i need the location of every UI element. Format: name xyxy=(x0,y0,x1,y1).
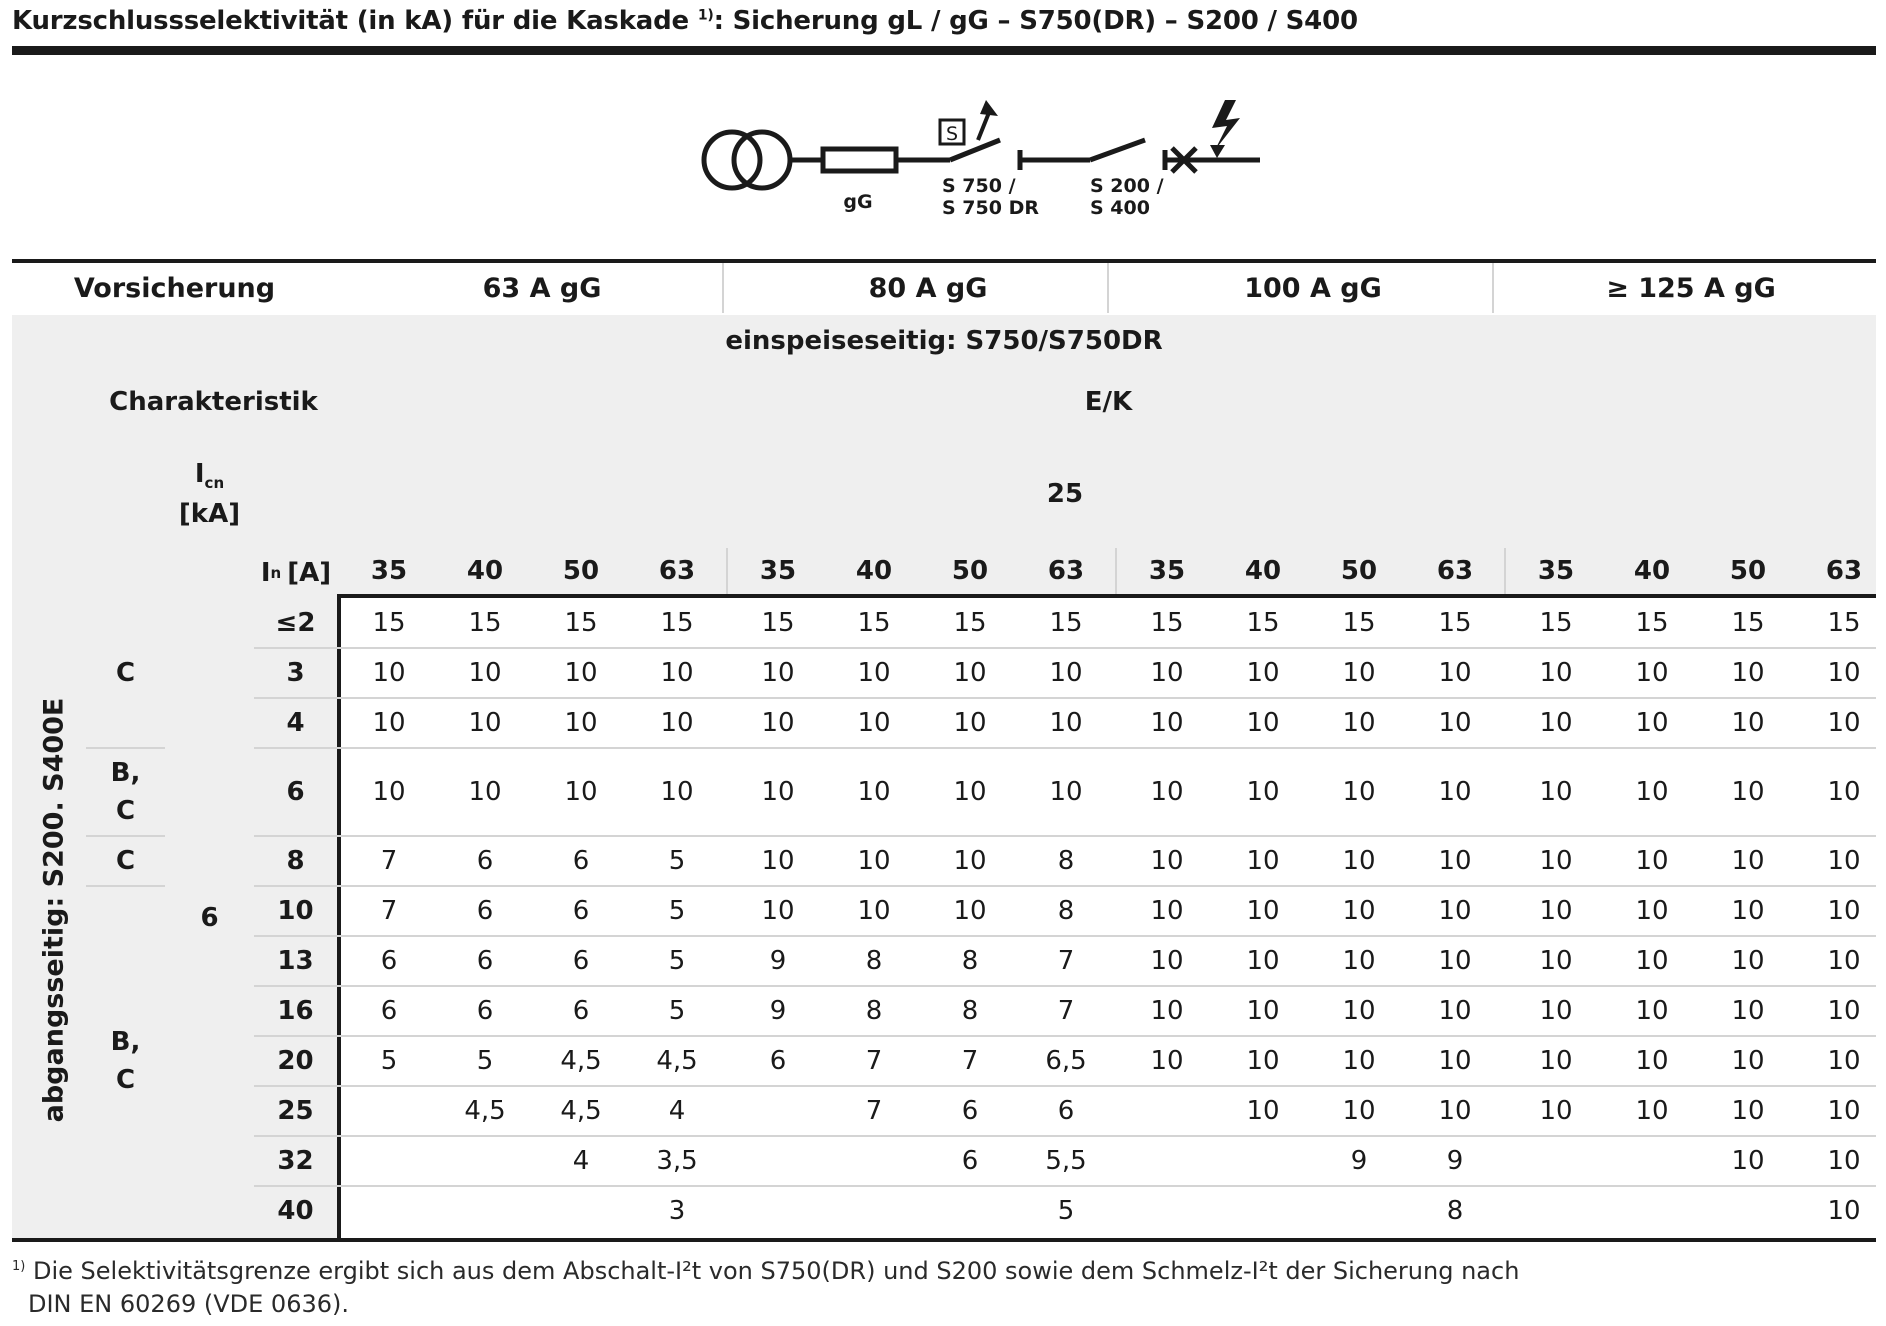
table-cell: 10 xyxy=(1150,708,1184,738)
table-cell xyxy=(730,1136,826,1186)
in-column-header: 50 xyxy=(562,556,600,586)
table-cell: 10 xyxy=(1342,946,1376,976)
table-cell: 10 xyxy=(1731,1096,1765,1126)
table-cell: 6 xyxy=(572,896,590,926)
in-column-header: 40 xyxy=(466,556,504,586)
table-cell xyxy=(437,1136,533,1186)
page-title xyxy=(12,6,1358,36)
table-cell: 10 xyxy=(1539,946,1573,976)
table-cell: 10 xyxy=(1246,1096,1280,1126)
characteristic-label: B, C xyxy=(110,1027,141,1095)
table-cell: 6 xyxy=(380,946,398,976)
table-cell: 10 xyxy=(1150,777,1184,807)
table-cell xyxy=(1215,1186,1311,1236)
title-suffix: : Sicherung gL / gG – S750(DR) – S200 / S400 xyxy=(713,6,1358,36)
footnote-mark: 1) xyxy=(12,1259,26,1274)
in-column-header: 35 xyxy=(759,556,797,586)
table-cell: 10 xyxy=(953,777,987,807)
table-cell: 10 xyxy=(1827,1096,1861,1126)
table-cell xyxy=(1508,1136,1604,1186)
table-cell: 15 xyxy=(1150,608,1184,638)
table-cell: 10 xyxy=(1539,1046,1573,1076)
table-cell: 10 xyxy=(1731,777,1765,807)
table-cell: 5 xyxy=(1057,1196,1075,1226)
table-cell: 10 xyxy=(1731,658,1765,688)
table-cell: 6 xyxy=(476,996,494,1026)
row-in-label: 20 xyxy=(277,1046,314,1076)
table-cell: 6 xyxy=(476,846,494,876)
table-cell: 10 xyxy=(1150,896,1184,926)
table-cell: 10 xyxy=(372,658,406,688)
table-cell: 10 xyxy=(1342,996,1376,1026)
charakteristik-label: Charakteristik xyxy=(109,387,318,417)
characteristic-divider xyxy=(86,885,165,887)
table-cell: 10 xyxy=(1246,946,1280,976)
in-column-header: 63 xyxy=(1825,556,1863,586)
title-text: Kurzschlussselektivität (in kA) für die Kaskade xyxy=(12,6,689,36)
characteristic-divider xyxy=(86,747,165,749)
table-cell: 5,5 xyxy=(1045,1146,1087,1176)
table-cell: 10 xyxy=(468,658,502,688)
table-cell: 10 xyxy=(1539,708,1573,738)
table-cell: 10 xyxy=(857,896,891,926)
table-cell: 15 xyxy=(660,608,694,638)
in-column-header: 50 xyxy=(951,556,989,586)
table-cell: 10 xyxy=(1731,896,1765,926)
lightning-icon xyxy=(1212,100,1240,150)
fuse-group-header: ≥ 125 A gG xyxy=(1606,272,1776,304)
table-cell: 6 xyxy=(572,846,590,876)
table-cell: 10 xyxy=(1246,996,1280,1026)
breaker1-label-line2: S 750 DR xyxy=(942,197,1039,219)
table-cell: 10 xyxy=(1635,896,1669,926)
table-cell xyxy=(730,1086,826,1136)
table-cell: 10 xyxy=(372,708,406,738)
table-cell: 10 xyxy=(1150,658,1184,688)
row-in-label: 16 xyxy=(277,996,314,1026)
row-in-label: 4 xyxy=(286,708,305,738)
title-footnote-mark: 1) xyxy=(697,7,714,24)
table-cell: 10 xyxy=(857,708,891,738)
table-cell: 8 xyxy=(961,946,979,976)
table-cell: 6 xyxy=(476,946,494,976)
table-cell: 10 xyxy=(468,777,502,807)
in-symbol: I xyxy=(260,558,271,588)
table-cell: 6 xyxy=(476,896,494,926)
table-cell: 15 xyxy=(953,608,987,638)
breaker2-label-line2: S 400 xyxy=(1090,197,1150,219)
in-column-header: 35 xyxy=(370,556,408,586)
table-cell: 7 xyxy=(961,1046,979,1076)
table-cell: 15 xyxy=(1827,608,1861,638)
characteristic-label: B, C xyxy=(110,758,141,826)
table-cell: 10 xyxy=(1827,1046,1861,1076)
table-cell: 10 xyxy=(857,846,891,876)
table-cell: 10 xyxy=(1539,846,1573,876)
table-cell: 10 xyxy=(1049,708,1083,738)
table-cell: 5 xyxy=(668,946,686,976)
table-cell: 10 xyxy=(1342,1096,1376,1126)
table-cell: 10 xyxy=(1150,996,1184,1026)
table-cell: 10 xyxy=(1827,658,1861,688)
table-cell: 15 xyxy=(1438,608,1472,638)
row-divider xyxy=(254,1185,1876,1187)
in-column-header: 50 xyxy=(1340,556,1378,586)
table-cell: 10 xyxy=(1246,708,1280,738)
icn-subscript: cn xyxy=(204,474,225,493)
table-cell: 10 xyxy=(1438,777,1472,807)
table-cell: 9 xyxy=(769,996,787,1026)
table-cell: 10 xyxy=(1438,946,1472,976)
row-in-label: 25 xyxy=(277,1096,314,1126)
table-cell: 10 xyxy=(1246,846,1280,876)
table-cell: 10 xyxy=(761,708,795,738)
table-cell: 10 xyxy=(1827,1196,1861,1226)
table-cell: 10 xyxy=(1342,708,1376,738)
table-cell: 8 xyxy=(865,946,883,976)
table-cell: 10 xyxy=(660,708,694,738)
divider xyxy=(1492,263,1494,313)
table-cell: 10 xyxy=(1342,846,1376,876)
table-cell: 15 xyxy=(372,608,406,638)
table-cell: 6 xyxy=(961,1146,979,1176)
table-cell: 10 xyxy=(1539,777,1573,807)
table-cell: 6 xyxy=(572,946,590,976)
table-cell: 15 xyxy=(1539,608,1573,638)
table-cell: 7 xyxy=(1057,996,1075,1026)
charakteristik-value: E/K xyxy=(1084,387,1133,417)
table-cell: 5 xyxy=(668,996,686,1026)
icn-symbol: I xyxy=(194,459,205,490)
row-in-label: 8 xyxy=(286,846,305,876)
table-cell: 10 xyxy=(1635,1096,1669,1126)
table-cell: 10 xyxy=(660,777,694,807)
abgang-label: abgangsseitig: S200. S400E xyxy=(38,697,70,1123)
in-column-header: 40 xyxy=(1244,556,1282,586)
table-cell: 4 xyxy=(572,1146,590,1176)
table-cell xyxy=(1119,1136,1215,1186)
row-divider xyxy=(254,747,1876,749)
table-cell: 10 xyxy=(953,896,987,926)
table-cell: 10 xyxy=(1827,846,1861,876)
table-cell xyxy=(341,1136,437,1186)
table-cell: 5 xyxy=(668,896,686,926)
table-cell: 6 xyxy=(1057,1096,1075,1126)
table-cell: 10 xyxy=(372,777,406,807)
table-cell: 10 xyxy=(1342,896,1376,926)
table-cell: 15 xyxy=(1342,608,1376,638)
table-cell: 10 xyxy=(468,708,502,738)
in-column-header: 63 xyxy=(1047,556,1085,586)
table-cell: 10 xyxy=(1438,658,1472,688)
table-cell: 10 xyxy=(1635,658,1669,688)
table-cell xyxy=(1119,1086,1215,1136)
table-cell: 10 xyxy=(564,777,598,807)
einspeise-header: einspeiseseitig: S750/S750DR xyxy=(725,325,1163,356)
table-cell xyxy=(533,1186,629,1236)
table-cell: 15 xyxy=(1731,608,1765,638)
table-cell: 10 xyxy=(1438,846,1472,876)
footnote-line2: DIN EN 60269 (VDE 0636). xyxy=(28,1290,349,1318)
breaker1-label-line1: S 750 / xyxy=(942,175,1016,197)
table-cell: 4,5 xyxy=(560,1096,602,1126)
icn-value: 25 xyxy=(1046,479,1084,509)
table-cell: 10 xyxy=(1731,846,1765,876)
table-cell: 10 xyxy=(857,658,891,688)
table-cell: 10 xyxy=(761,846,795,876)
in-subscript: n xyxy=(270,564,282,582)
vorsicherung-label: Vorsicherung xyxy=(73,272,276,304)
table-cell: 10 xyxy=(1342,658,1376,688)
table-cell: 10 xyxy=(1731,1046,1765,1076)
table-cell xyxy=(1215,1136,1311,1186)
divider xyxy=(1107,263,1109,313)
row-divider xyxy=(254,1035,1876,1037)
breaker2-label-line1: S 200 / xyxy=(1090,175,1164,197)
table-cell: 10 xyxy=(1150,946,1184,976)
table-cell: 10 xyxy=(1438,1096,1472,1126)
table-cell xyxy=(826,1186,922,1236)
table-cell: 10 xyxy=(1342,777,1376,807)
table-cell: 10 xyxy=(1539,996,1573,1026)
table-cell: 10 xyxy=(1438,1046,1472,1076)
table-cell: 4,5 xyxy=(464,1096,506,1126)
table-cell: 9 xyxy=(769,946,787,976)
table-cell: 10 xyxy=(1827,708,1861,738)
table-cell: 10 xyxy=(1827,1146,1861,1176)
table-cell xyxy=(341,1086,437,1136)
divider xyxy=(1115,548,1117,594)
table-cell: 10 xyxy=(1438,896,1472,926)
table-cell: 7 xyxy=(865,1046,883,1076)
row-divider xyxy=(254,835,1876,837)
cascade-circuit-diagram xyxy=(680,100,1280,230)
table-cell: 15 xyxy=(468,608,502,638)
table-cell: 15 xyxy=(857,608,891,638)
table-cell xyxy=(1508,1186,1604,1236)
fuse-group-header: 80 A gG xyxy=(868,272,988,304)
table-cell: 15 xyxy=(761,608,795,638)
table-cell: 10 xyxy=(1246,658,1280,688)
table-cell: 10 xyxy=(1539,896,1573,926)
table-cell: 9 xyxy=(1350,1146,1368,1176)
table-cell: 10 xyxy=(1635,777,1669,807)
in-column-header: 40 xyxy=(855,556,893,586)
table-cell: 10 xyxy=(660,658,694,688)
table-cell: 5 xyxy=(476,1046,494,1076)
table-cell: 10 xyxy=(1342,1046,1376,1076)
in-column-header: 35 xyxy=(1537,556,1575,586)
table-cell: 10 xyxy=(1731,996,1765,1026)
table-cell: 10 xyxy=(1539,658,1573,688)
characteristic-label: C xyxy=(115,658,136,688)
divider xyxy=(1504,548,1506,594)
table-cell: 4,5 xyxy=(656,1046,698,1076)
row-in-label: 6 xyxy=(286,777,305,807)
row-in-label: 3 xyxy=(286,658,305,688)
table-cell: 10 xyxy=(953,708,987,738)
fuse-group-header: 100 A gG xyxy=(1244,272,1382,304)
table-cell: 3 xyxy=(668,1196,686,1226)
table-cell: 10 xyxy=(564,658,598,688)
table-cell: 15 xyxy=(1246,608,1280,638)
table-cell: 10 xyxy=(1438,996,1472,1026)
table-cell: 8 xyxy=(961,996,979,1026)
table-cell: 10 xyxy=(1539,1096,1573,1126)
table-cell: 8 xyxy=(865,996,883,1026)
row-in-label: 32 xyxy=(277,1146,314,1176)
table-cell: 10 xyxy=(1635,1046,1669,1076)
table-cell: 7 xyxy=(865,1096,883,1126)
in-column-header: 35 xyxy=(1148,556,1186,586)
table-cell: 10 xyxy=(1438,708,1472,738)
table-cell: 10 xyxy=(1635,708,1669,738)
characteristic-divider xyxy=(86,835,165,837)
trip-arrow-icon xyxy=(980,100,998,116)
table-cell: 7 xyxy=(380,846,398,876)
table-cell: 6 xyxy=(961,1096,979,1126)
table-cell: 10 xyxy=(953,658,987,688)
fuse-group-header: 63 A gG xyxy=(482,272,602,304)
table-cell xyxy=(922,1186,1018,1236)
fuse-icon xyxy=(823,149,896,171)
footnote-line1: Die Selektivitätsgrenze ergibt sich aus dem Abschalt-I²t von S750(DR) und S200 sowie dem Schmelz-I²t der Sicherung nach xyxy=(32,1257,1520,1285)
table-cell: 10 xyxy=(1049,658,1083,688)
table-cell: 6 xyxy=(572,996,590,1026)
in-column-header: 63 xyxy=(658,556,696,586)
title-rule xyxy=(12,46,1876,55)
table-cell: 10 xyxy=(1150,846,1184,876)
table-cell: 8 xyxy=(1057,896,1075,926)
outgoing-icn-value: 6 xyxy=(200,903,219,933)
footnote xyxy=(12,1250,1519,1321)
row-in-label: 13 xyxy=(277,946,314,976)
table-cell: 10 xyxy=(761,896,795,926)
table-cell xyxy=(341,1186,437,1236)
table-cell: 15 xyxy=(1049,608,1083,638)
table-cell xyxy=(730,1186,826,1236)
table-cell: 10 xyxy=(1635,946,1669,976)
table-cell: 10 xyxy=(1731,946,1765,976)
divider xyxy=(722,263,724,313)
icn-header xyxy=(165,448,254,540)
in-header xyxy=(254,548,338,598)
table-cell: 10 xyxy=(1246,777,1280,807)
row-in-label: ≤2 xyxy=(275,608,316,638)
row-divider xyxy=(254,647,1876,649)
table-cell: 7 xyxy=(1057,946,1075,976)
row-in-label: 10 xyxy=(277,896,314,926)
table-cell: 8 xyxy=(1446,1196,1464,1226)
table-cell: 10 xyxy=(761,658,795,688)
table-cell: 10 xyxy=(1150,1046,1184,1076)
table-cell: 5 xyxy=(380,1046,398,1076)
table-cell: 10 xyxy=(1731,1146,1765,1176)
table-cell: 6,5 xyxy=(1045,1046,1087,1076)
table-cell xyxy=(826,1136,922,1186)
in-column-header: 63 xyxy=(1436,556,1474,586)
table-cell: 10 xyxy=(761,777,795,807)
row-divider xyxy=(254,1085,1876,1087)
table-cell: 10 xyxy=(1827,996,1861,1026)
table-cell: 10 xyxy=(953,846,987,876)
table-cell: 5 xyxy=(668,846,686,876)
table-cell: 6 xyxy=(380,996,398,1026)
table-cell xyxy=(1604,1136,1700,1186)
table-cell: 7 xyxy=(380,896,398,926)
table-cell: 4,5 xyxy=(560,1046,602,1076)
table-cell: 10 xyxy=(1731,708,1765,738)
table-cell: 10 xyxy=(1246,896,1280,926)
table-cell xyxy=(1311,1186,1407,1236)
row-divider xyxy=(254,885,1876,887)
in-column-header: 40 xyxy=(1633,556,1671,586)
table-cell: 8 xyxy=(1057,846,1075,876)
table-cell xyxy=(1119,1186,1215,1236)
characteristic-label: C xyxy=(115,846,136,876)
table-cell: 10 xyxy=(1635,846,1669,876)
table-cell: 10 xyxy=(1635,996,1669,1026)
divider xyxy=(726,548,728,594)
table-cell xyxy=(1700,1186,1796,1236)
table-cell: 10 xyxy=(1246,1046,1280,1076)
row-in-label: 40 xyxy=(277,1196,314,1226)
vorsicherung-row xyxy=(12,263,1876,313)
icn-unit: [kA] xyxy=(178,498,241,529)
in-column-header: 50 xyxy=(1729,556,1767,586)
breaker-s200-icon xyxy=(1090,140,1145,160)
table-cell xyxy=(1604,1186,1700,1236)
table-cell: 10 xyxy=(1827,946,1861,976)
row-divider xyxy=(254,1135,1876,1137)
row-divider xyxy=(254,935,1876,937)
table-cell: 10 xyxy=(1049,777,1083,807)
row-divider xyxy=(254,697,1876,699)
table-cell: 9 xyxy=(1446,1146,1464,1176)
in-unit: [A] xyxy=(287,558,332,588)
table-cell: 10 xyxy=(564,708,598,738)
table-cell: 10 xyxy=(1827,896,1861,926)
s-box-label: S xyxy=(945,123,959,145)
table-cell: 10 xyxy=(1827,777,1861,807)
row-divider xyxy=(254,985,1876,987)
fuse-label: gG xyxy=(843,191,873,213)
table-cell: 3,5 xyxy=(656,1146,698,1176)
table-cell: 15 xyxy=(564,608,598,638)
table-cell: 4 xyxy=(668,1096,686,1126)
table-cell: 6 xyxy=(769,1046,787,1076)
table-cell: 15 xyxy=(1635,608,1669,638)
table-cell: 10 xyxy=(857,777,891,807)
table-bottom-rule xyxy=(12,1238,1876,1242)
table-cell xyxy=(437,1186,533,1236)
